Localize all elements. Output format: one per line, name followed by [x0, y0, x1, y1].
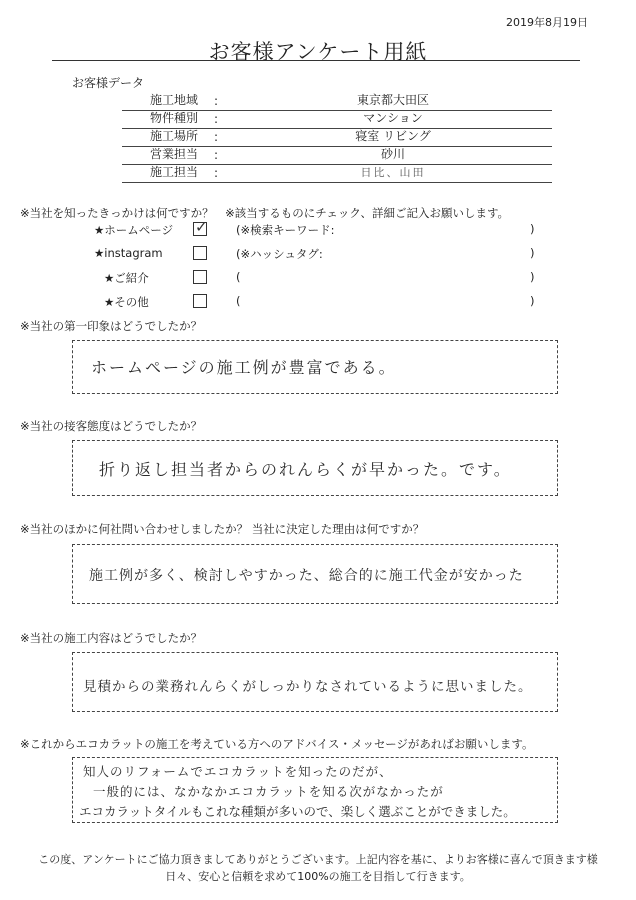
footer-line-2: 日々、安心と信頼を求めて100%の施工を目指して行きます。 [165, 870, 471, 883]
row-value: マンション [363, 111, 423, 125]
question-5: ※当社の施工内容はどうでしたか？ [20, 631, 203, 645]
row-colon: : [214, 166, 219, 180]
handwritten-answer-line: 一般的には、なかなかエコカラットを知る次がなかったが [93, 784, 444, 799]
row-label: 営業担当 [150, 147, 199, 161]
answer-box-advice[interactable] [72, 757, 558, 823]
row-colon: : [214, 130, 219, 144]
option-close: ) [530, 294, 535, 308]
page-title: お客様アンケート用紙 [208, 40, 428, 64]
customer-row-installer [122, 165, 552, 183]
row-value: 東京都大田区 [356, 93, 429, 107]
option-detail: ( [236, 294, 241, 308]
question-6: ※これからエコカラットの施工を考えている方へのアドバイス・メッセージがあればお願いします。 [20, 737, 534, 751]
answer-box-customer-service[interactable] [72, 440, 558, 496]
handwritten-answer: 見積からの業務れんらくがしっかりなされているように思いました。 [83, 679, 533, 695]
row-colon: : [214, 94, 219, 108]
row-label: 施工担当 [150, 165, 199, 179]
customer-section-heading: お客様データ [72, 76, 145, 90]
option-checkbox[interactable] [193, 246, 207, 260]
option-label: ★その他 [104, 295, 149, 309]
option-checkbox[interactable] [193, 270, 207, 284]
row-label: 物件種別 [150, 111, 199, 125]
source-option-referral [0, 270, 636, 290]
option-detail: (※検索キーワード: [236, 223, 335, 237]
option-label: ★instagram [94, 246, 163, 260]
option-close: ) [530, 270, 535, 284]
handwritten-answer-line: エコカラットタイルもこれな種類が多いので、楽しく選ぶことができました。 [79, 804, 516, 819]
question-1: ※当社を知ったきっかけは何ですか？ ※該当するものにチェック、詳細ご記入お願いします。 [20, 206, 510, 220]
option-label: ★ホームページ [94, 223, 174, 237]
source-option-instagram [0, 246, 636, 266]
question-3: ※当社の接客態度はどうでしたか？ [20, 419, 203, 433]
handwritten-answer: 施工例が多く、検討しやすかった、総合的に施工代金が安かった [89, 568, 524, 584]
row-value: 砂川 [380, 147, 405, 161]
title-underline [52, 60, 580, 61]
option-label: ★ご紹介 [104, 271, 149, 285]
option-detail: (※ハッシュタグ: [236, 247, 323, 261]
question-4: ※当社のほかに何社問い合わせしましたか？ 当社に決定した理由は何ですか？ [20, 522, 425, 536]
survey-date: 2019年8月19日 [506, 16, 588, 29]
row-label: 施工地域 [150, 93, 199, 107]
answer-box-decision-reason[interactable] [72, 544, 558, 604]
option-close: ) [530, 246, 535, 260]
handwritten-answer-line: 知人のリフォームでエコカラットを知ったのだが、 [83, 764, 393, 779]
footer-line-1: この度、アンケートにご協力頂きましてありがとうございます。上記内容を基に、よりお客様に喜んで頂きます様 [38, 853, 598, 866]
row-colon: : [214, 112, 219, 126]
row-value: 寝室 リビング [355, 129, 431, 143]
option-checkbox[interactable] [193, 294, 207, 308]
option-detail: ( [236, 270, 241, 284]
answer-box-work-quality[interactable] [72, 652, 558, 712]
source-option-other [0, 294, 636, 314]
question-2: ※当社の第一印象はどうでしたか？ [20, 319, 203, 333]
source-option-homepage [0, 222, 636, 242]
option-checkbox-checked[interactable] [193, 222, 207, 236]
answer-box-first-impression[interactable] [72, 340, 558, 394]
option-close: ) [530, 222, 535, 236]
customer-data-table [122, 93, 552, 183]
row-colon: : [214, 148, 219, 162]
handwritten-answer: ホームページの施工例が豊富である。 [91, 358, 397, 377]
footer-message [0, 851, 636, 885]
row-value-handwritten: 日比、山田 [360, 166, 426, 179]
handwritten-answer: 折り返し担当者からのれんらくが早かった。です。 [99, 460, 512, 479]
row-label: 施工場所 [150, 129, 199, 143]
